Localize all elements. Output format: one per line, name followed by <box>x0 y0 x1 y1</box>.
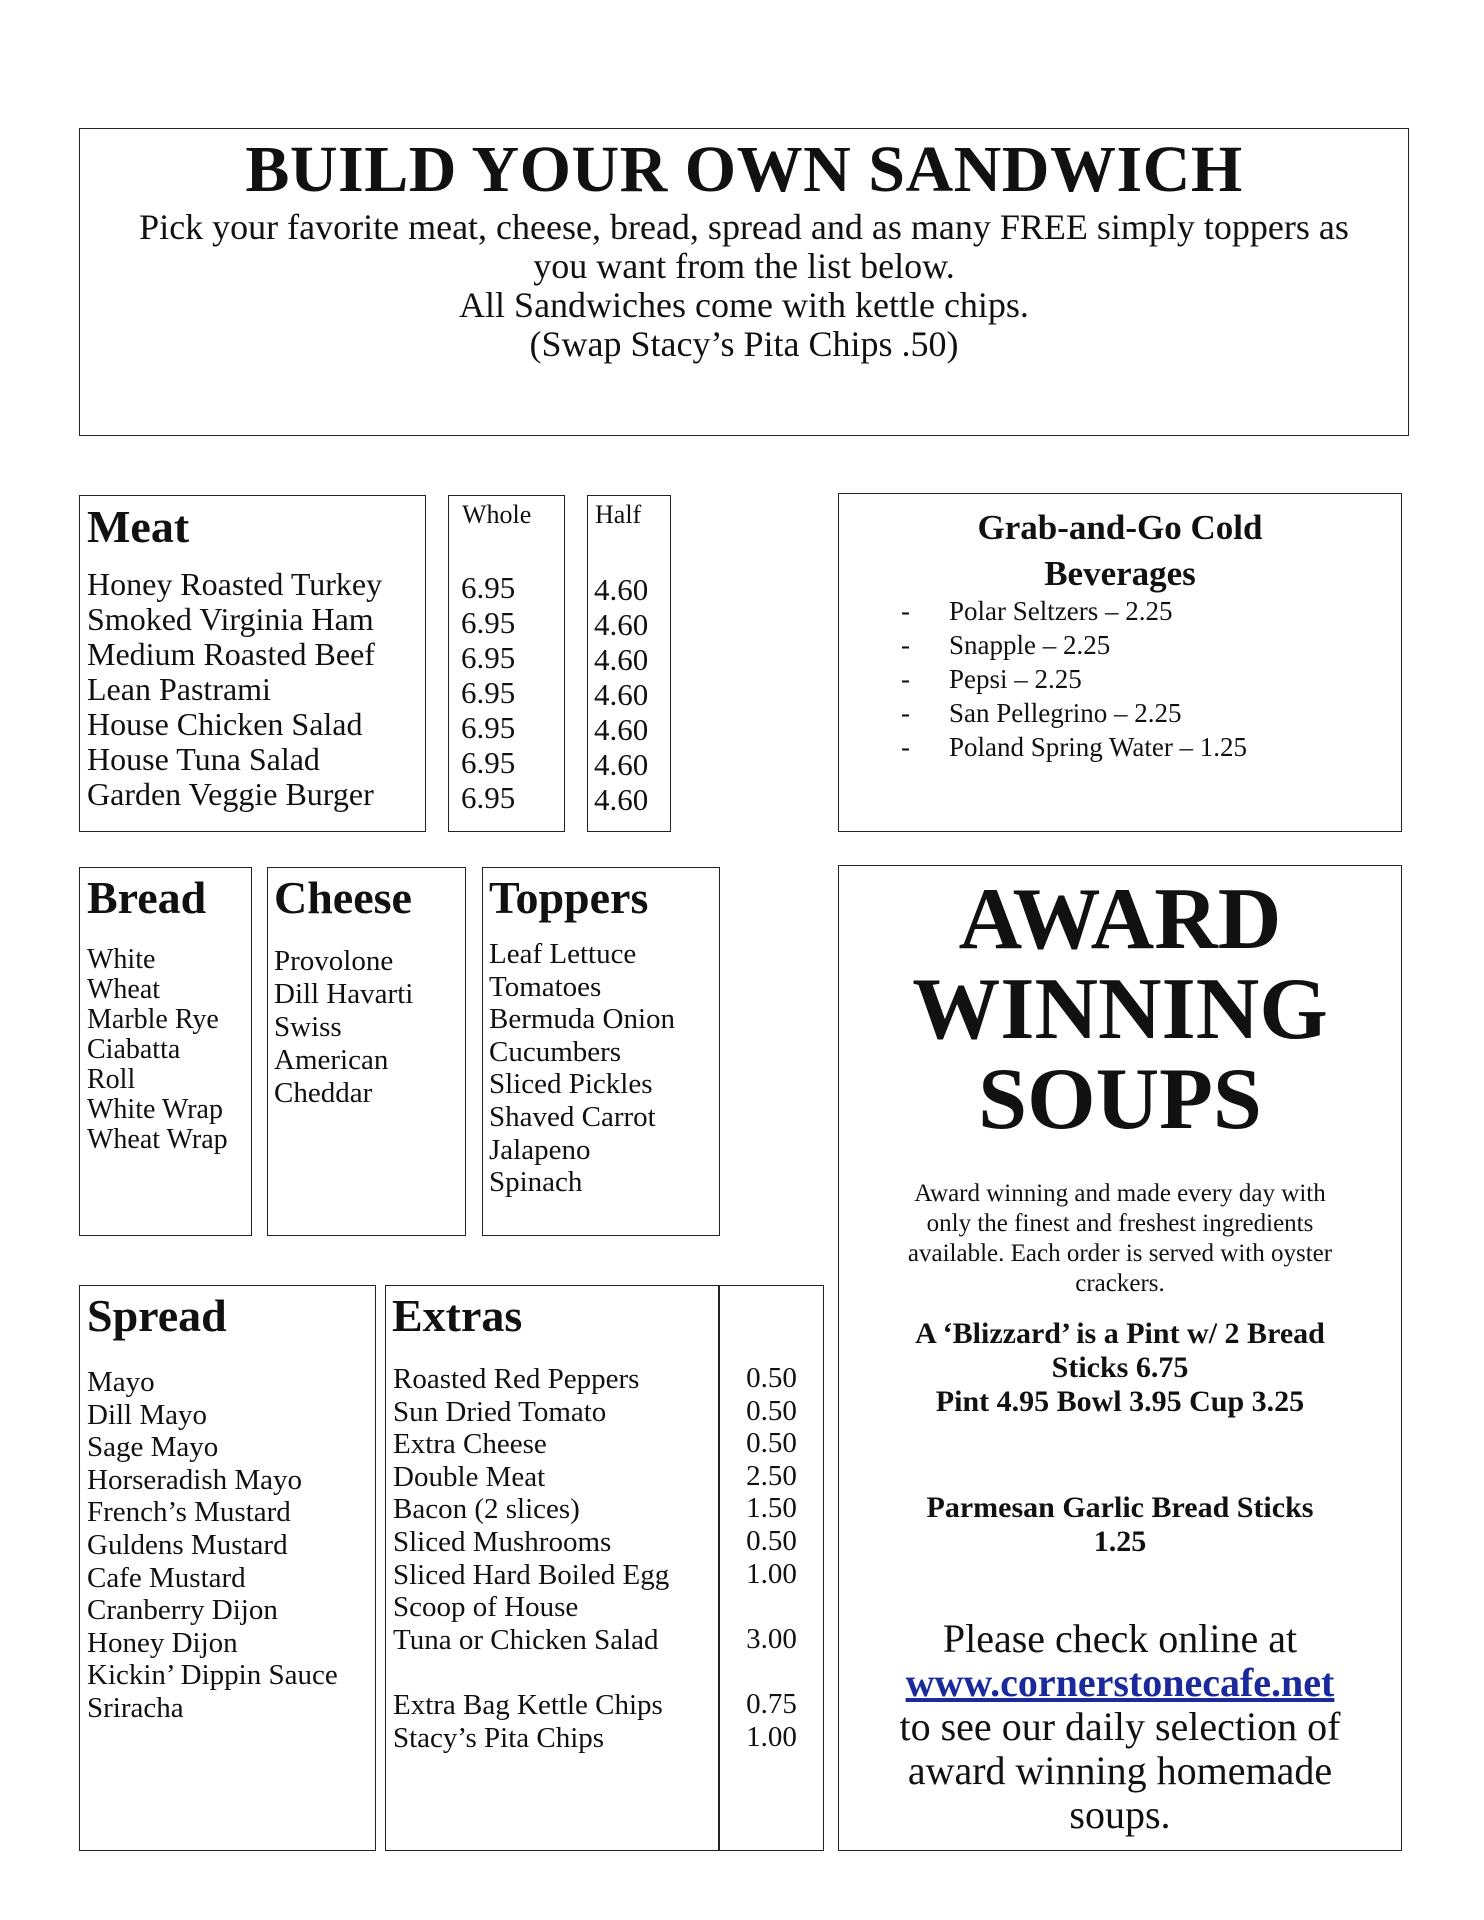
spread-item: Honey Dijon <box>87 1626 238 1659</box>
header-line-3: All Sandwiches come with kettle chips. <box>459 285 1029 325</box>
soups-desc-line-4: crackers. <box>1075 1270 1165 1297</box>
soup-sizes: Pint 4.95 Bowl 3.95 Cup 3.25 <box>935 1385 1305 1418</box>
half-price: 4.60 <box>594 572 649 607</box>
header-line-2: you want from the list below. <box>533 246 955 286</box>
cheese-item: Swiss <box>274 1011 342 1043</box>
extras-price-column <box>719 1285 824 1851</box>
half-price: 4.60 <box>594 782 649 817</box>
spread-item: Cafe Mustard <box>87 1561 246 1594</box>
extra-item: Roasted Red Peppers <box>393 1363 640 1395</box>
extra-spacer <box>393 1656 669 1689</box>
spread-item: Sriracha <box>87 1691 184 1724</box>
toppers-list <box>489 938 675 1199</box>
beverages-title-line-2: Beverages <box>1044 554 1196 593</box>
online-line-3: award winning homemade <box>907 1748 1333 1793</box>
cheese-list <box>274 945 413 1110</box>
extra-item: Double Meat <box>393 1460 546 1493</box>
meat-item: House Chicken Salad <box>87 706 363 742</box>
extras-heading: Extras <box>392 1290 523 1341</box>
topper-item: Leaf Lettuce <box>489 938 637 970</box>
extra-price: 0.50 <box>746 1394 797 1427</box>
spread-item: Dill Mayo <box>87 1398 208 1431</box>
spread-item: Kickin’ Dippin Sauce <box>87 1659 338 1692</box>
extra-price: 2.50 <box>746 1459 797 1492</box>
bread-list <box>87 945 228 1155</box>
bread-item: Roll <box>87 1064 136 1095</box>
topper-item: Sliced Pickles <box>489 1068 653 1101</box>
spread-item: Mayo <box>87 1366 155 1398</box>
whole-price: 6.95 <box>461 780 516 815</box>
spread-item: Horseradish Mayo <box>87 1463 303 1496</box>
beverages-title-line-1: Grab-and-Go Cold <box>977 508 1263 547</box>
breadsticks-offer <box>849 1491 1391 1559</box>
extra-price: 0.50 <box>746 1362 797 1394</box>
header-line-1: Pick your favorite meat, cheese, bread, spread and as many FREE simply toppers as <box>139 207 1349 247</box>
bread-section <box>79 867 252 1236</box>
whole-price: 6.95 <box>461 745 516 780</box>
extra-price: 0.75 <box>746 1687 797 1720</box>
whole-price: 6.95 <box>461 605 516 640</box>
whole-price-column <box>448 495 565 832</box>
extra-item: Sliced Mushrooms <box>393 1525 612 1558</box>
cheese-item: Provolone <box>274 945 394 977</box>
beverage-label: Poland Spring Water – 1.25 <box>949 732 1248 762</box>
bread-item: Ciabatta <box>87 1034 181 1065</box>
cheese-heading: Cheese <box>274 872 412 923</box>
soups-desc-line-3: available. Each order is served with oyster <box>907 1240 1333 1267</box>
meat-item: Medium Roasted Beef <box>87 636 375 672</box>
extras-price-list <box>720 1362 823 1753</box>
bread-heading: Bread <box>87 872 207 923</box>
spread-item: French’s Mustard <box>87 1496 291 1529</box>
header-box <box>79 128 1409 436</box>
whole-price: 6.95 <box>461 640 516 675</box>
toppers-section <box>482 867 720 1236</box>
extra-price: 0.50 <box>746 1524 797 1557</box>
beverage-label: San Pellegrino – 2.25 <box>949 698 1182 728</box>
beverage-item <box>901 662 1247 696</box>
extras-list <box>393 1363 669 1754</box>
extra-item: Scoop of House <box>393 1591 579 1624</box>
spread-section <box>79 1285 376 1851</box>
meat-item: Garden Veggie Burger <box>87 776 374 812</box>
website-link[interactable]: www.cornerstonecafe.net <box>905 1660 1335 1705</box>
bread-item: Wheat <box>87 974 161 1005</box>
topper-item: Jalapeno <box>489 1133 591 1166</box>
cheese-section <box>267 867 466 1236</box>
extra-item: Tuna or Chicken Salad <box>393 1623 659 1656</box>
extra-item: Extra Cheese <box>393 1428 547 1461</box>
whole-price: 6.95 <box>461 570 516 605</box>
online-line-1: Please check online at <box>942 1616 1298 1661</box>
meat-item: Lean Pastrami <box>87 671 271 707</box>
cheese-item: Dill Havarti <box>274 978 414 1010</box>
extra-price: 3.00 <box>746 1622 797 1655</box>
extra-item: Sliced Hard Boiled Egg <box>393 1558 670 1591</box>
blizzard-line-1: A ‘Blizzard’ is a Pint w/ 2 Bread <box>915 1317 1325 1350</box>
topper-item: Tomatoes <box>489 970 602 1003</box>
beverages-section <box>838 493 1402 832</box>
half-price-list <box>594 572 648 817</box>
breadsticks-line-2: 1.25 <box>1093 1525 1147 1558</box>
soups-section <box>838 865 1402 1851</box>
topper-item: Bermuda Onion <box>489 1003 676 1036</box>
page-title: BUILD YOUR OWN SANDWICH <box>245 133 1243 206</box>
soups-desc-line-2: only the finest and freshest ingredients <box>926 1210 1314 1237</box>
blizzard-offer <box>849 1317 1391 1419</box>
extra-item: Extra Bag Kettle Chips <box>393 1688 663 1721</box>
extras-section <box>385 1285 719 1851</box>
extra-price-spacer <box>720 1590 823 1623</box>
half-price: 4.60 <box>594 747 649 782</box>
spread-item: Sage Mayo <box>87 1431 219 1464</box>
soups-title-line-3: SOUPS <box>978 1051 1262 1148</box>
extra-price: 1.00 <box>746 1557 797 1590</box>
soups-heading <box>839 871 1401 1148</box>
bullet-dash: - <box>901 630 910 660</box>
cheese-item: American <box>274 1044 389 1076</box>
beverage-item <box>901 696 1247 730</box>
breadsticks-line-1: Parmesan Garlic Bread Sticks <box>926 1491 1314 1524</box>
online-line-4: soups. <box>1069 1792 1171 1837</box>
topper-item: Shaved Carrot <box>489 1100 656 1133</box>
meat-item: Honey Roasted Turkey <box>87 566 383 602</box>
bullet-dash: - <box>901 698 910 728</box>
whole-price: 6.95 <box>461 675 516 710</box>
spread-item: Guldens Mustard <box>87 1528 288 1561</box>
beverages-list <box>901 594 1247 764</box>
blizzard-line-2: Sticks 6.75 <box>1051 1351 1189 1384</box>
half-price: 4.60 <box>594 642 649 677</box>
meat-heading: Meat <box>87 501 190 552</box>
bullet-dash: - <box>901 596 910 626</box>
extra-item: Sun Dried Tomato <box>393 1395 607 1428</box>
beverage-label: Pepsi – 2.25 <box>949 664 1082 694</box>
topper-item: Cucumbers <box>489 1035 622 1068</box>
extra-item: Stacy’s Pita Chips <box>393 1721 605 1754</box>
soups-description <box>859 1179 1381 1299</box>
half-price: 4.60 <box>594 712 649 747</box>
whole-price: 6.95 <box>461 710 516 745</box>
spread-item: Cranberry Dijon <box>87 1594 278 1627</box>
cheese-item: Cheddar <box>274 1077 373 1109</box>
whole-label: Whole <box>462 500 532 529</box>
spread-list <box>87 1366 338 1725</box>
header-line-4: (Swap Stacy’s Pita Chips .50) <box>529 324 959 364</box>
bread-item: Marble Rye <box>87 1004 219 1035</box>
beverages-heading <box>839 505 1401 597</box>
meat-item: Smoked Virginia Ham <box>87 601 374 637</box>
extra-price: 1.50 <box>746 1492 797 1525</box>
bullet-dash: - <box>901 664 910 694</box>
beverage-item <box>901 594 1247 628</box>
soups-online-note <box>839 1617 1401 1837</box>
whole-price-list <box>461 570 515 815</box>
beverage-label: Snapple – 2.25 <box>949 630 1111 660</box>
extra-price-spacer <box>720 1655 823 1688</box>
toppers-heading: Toppers <box>489 872 649 923</box>
extra-item: Bacon (2 slices) <box>393 1493 580 1526</box>
bullet-dash: - <box>901 732 910 762</box>
meat-item: House Tuna Salad <box>87 741 320 777</box>
bread-item: White Wrap <box>87 1094 223 1125</box>
extra-price: 0.50 <box>746 1427 797 1460</box>
beverage-item <box>901 730 1247 764</box>
bread-item: White <box>87 944 156 975</box>
soups-desc-line-1: Award winning and made every day with <box>914 1180 1326 1207</box>
soups-title-line-2: WINNING <box>912 961 1328 1058</box>
beverage-label: Polar Seltzers – 2.25 <box>949 596 1173 626</box>
topper-item: Spinach <box>489 1166 583 1199</box>
half-label: Half <box>595 500 642 529</box>
beverage-item <box>901 628 1247 662</box>
online-line-2: to see our daily selection of <box>899 1704 1341 1749</box>
spread-heading: Spread <box>87 1290 227 1341</box>
half-price: 4.60 <box>594 677 649 712</box>
half-price-column <box>587 495 671 832</box>
meat-section <box>79 495 426 832</box>
bread-item: Wheat Wrap <box>87 1124 228 1155</box>
half-price: 4.60 <box>594 607 649 642</box>
meat-list <box>87 567 382 812</box>
soups-title-line-1: AWARD <box>958 871 1282 968</box>
extra-price: 1.00 <box>746 1720 797 1753</box>
